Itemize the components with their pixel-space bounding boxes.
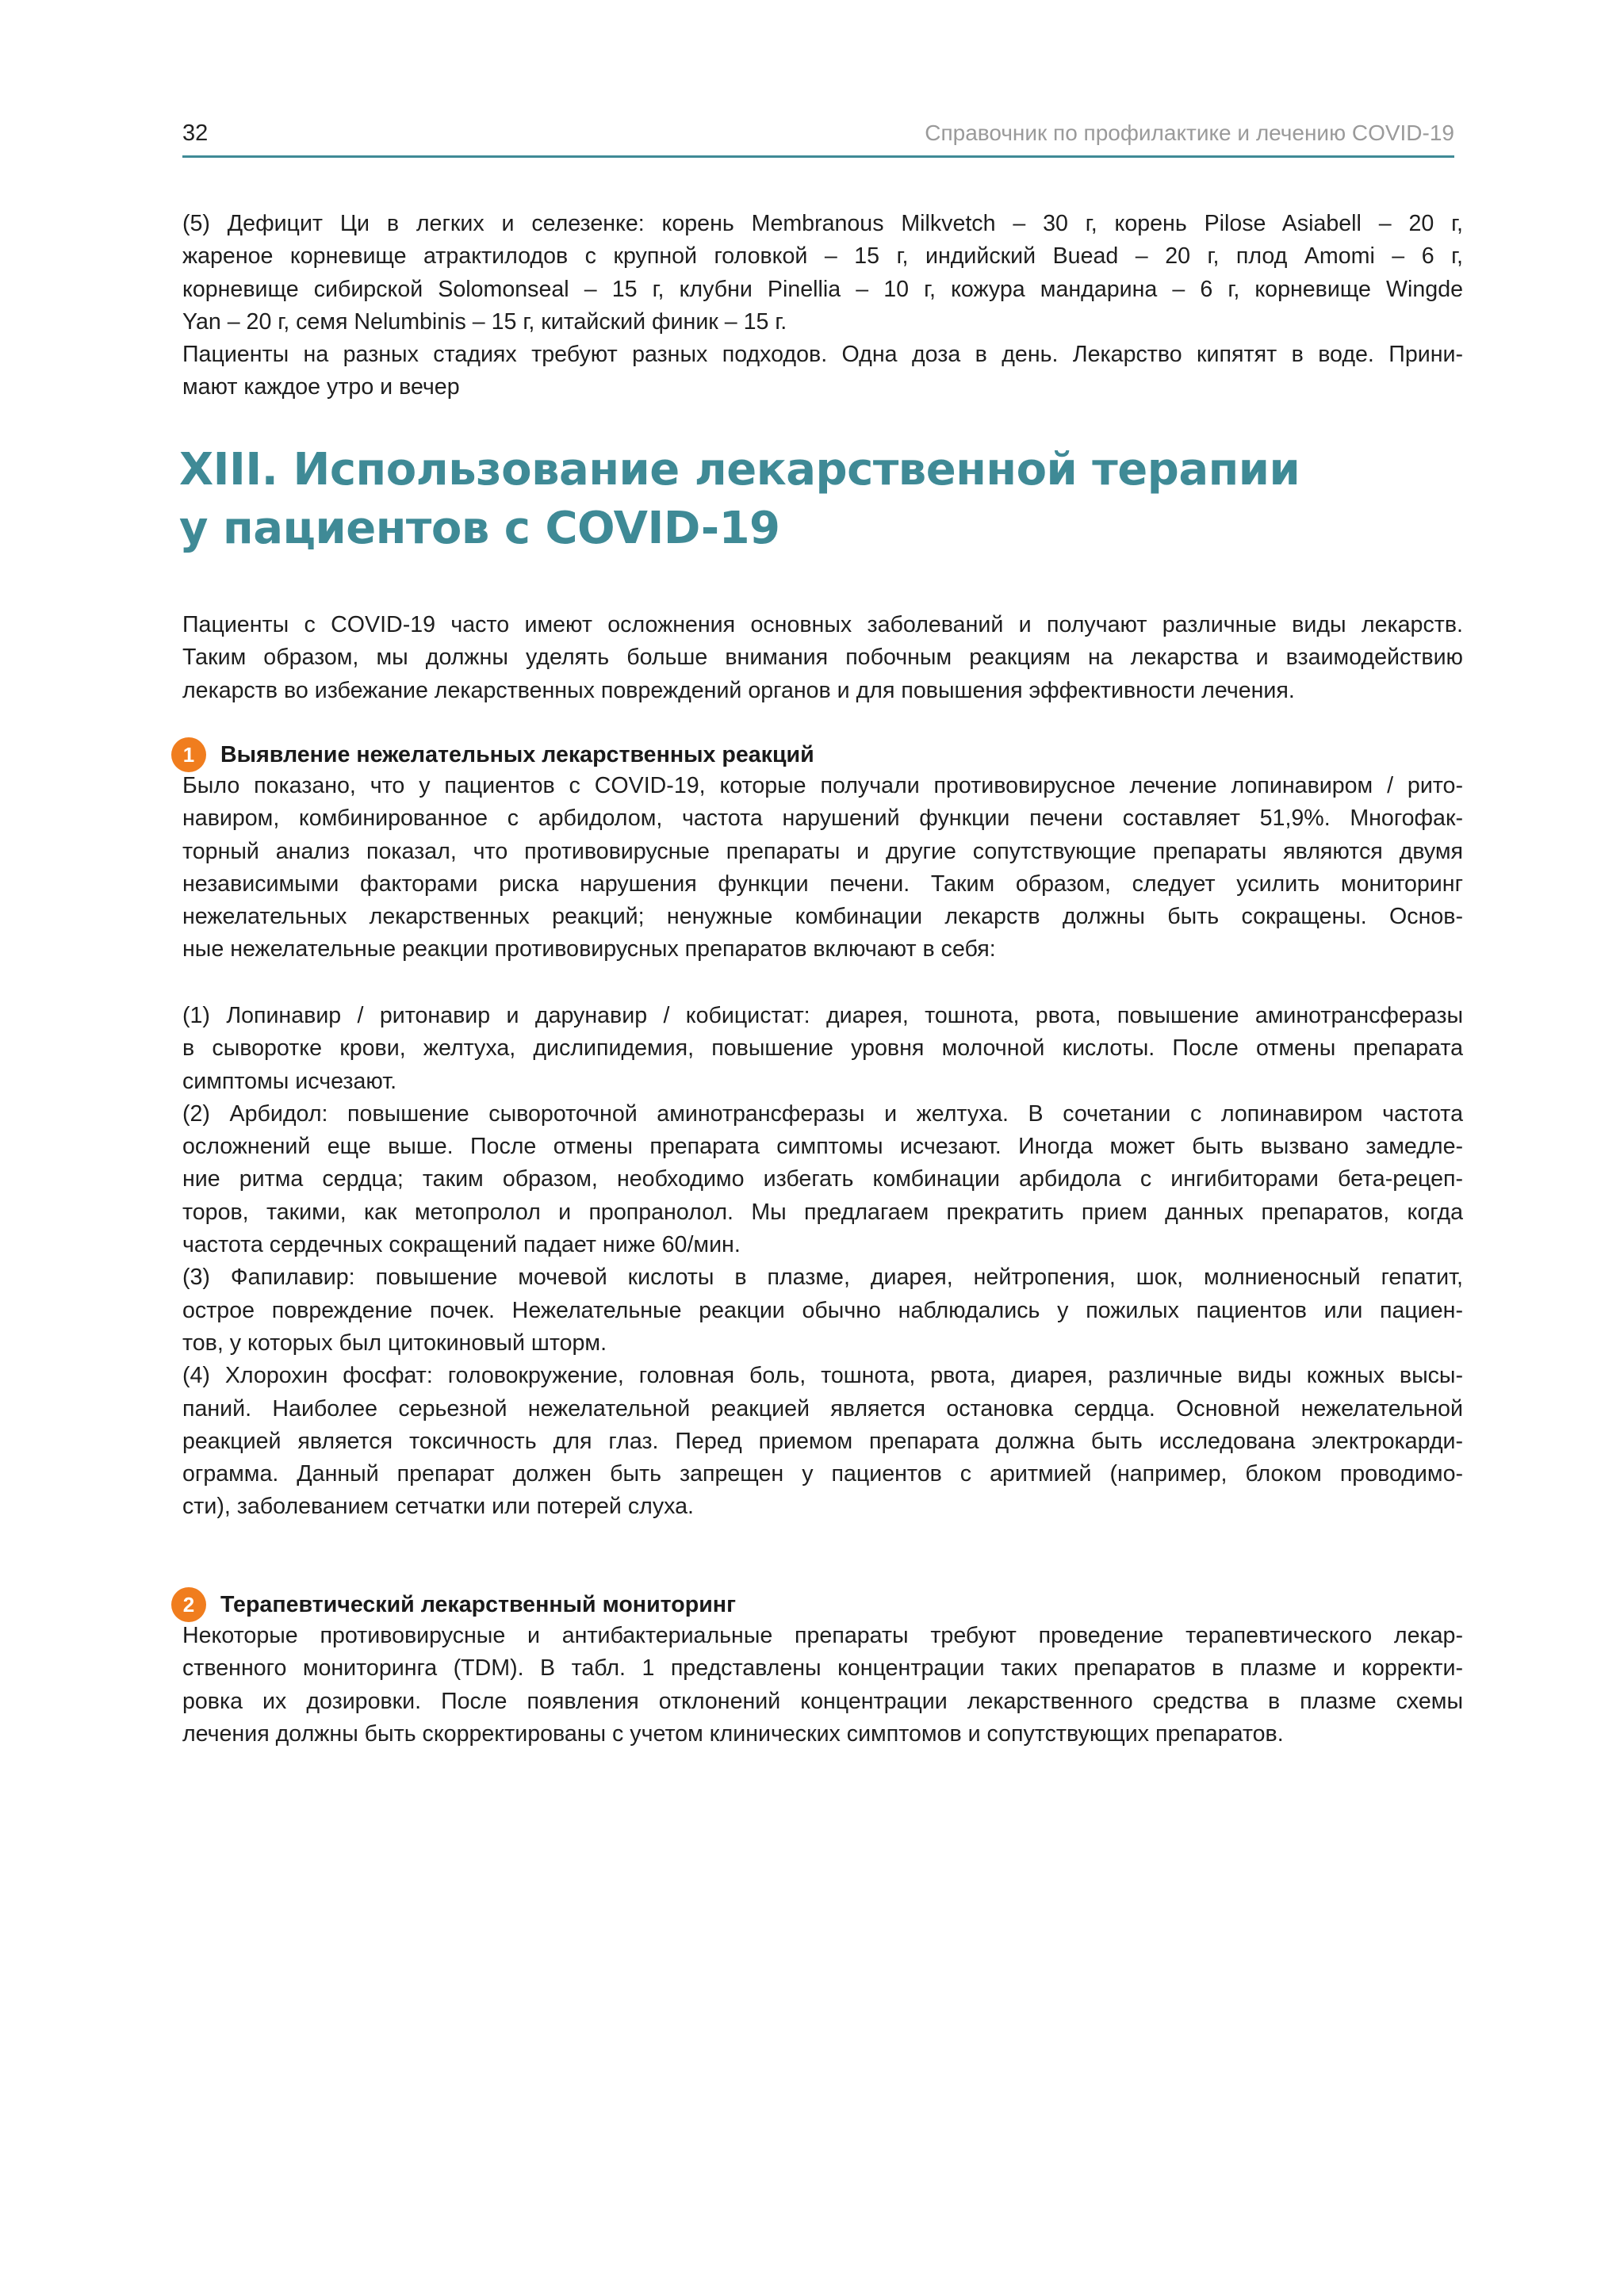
text-line: нежелательных лекарственных реакций; ненужные комбинации лекарств должны быть сокращены. Основ- [182, 904, 1463, 930]
list-line: частота сердечных сокращений падает ниже 60/мин. [182, 1232, 741, 1258]
text-line: мают каждое утро и вечер [182, 374, 460, 400]
text-line: корневище сибирской Solomonseal – 15 г, клубни Pinellia – 10 г, кожура мандарина – 6 г, корневище Wingde [182, 276, 1463, 302]
list-line: осложнений еще выше. После отмены препарата симптомы исчезают. Иногда может быть вызвано замедле- [182, 1134, 1463, 1160]
text-line: ственного мониторинга (TDM). В табл. 1 представлены концентрации таких препаратов в плазме и корректи- [182, 1655, 1463, 1682]
list-line: симптомы исчезают. [182, 1068, 397, 1094]
list-line: тов, у которых был цитокиновый шторм. [182, 1330, 607, 1356]
section-heading-label: Терапевтический лекарственный мониторинг [220, 1592, 736, 1617]
text-line: торный анализ показал, что противовирусные препараты и другие сопутствующие препараты являются двумя [182, 838, 1463, 864]
list-line: ние ритма сердца; таким образом, необходимо избегать комбинации арбидола с ингибиторами бета-рецеп- [182, 1166, 1463, 1192]
list-line: (3) Фапилавир: повышение мочевой кислоты в плазме, диарея, нейтропения, шок, молниеносный гепатит, [182, 1265, 1463, 1291]
section-number-badge: 2 [171, 1587, 206, 1622]
text-line: Некоторые противовирусные и антибактериальные препараты требуют проведение терапевтического лекар- [182, 1623, 1463, 1648]
intro-paragraph [182, 208, 1463, 404]
text-line: (5) Дефицит Ци в легких и селезенке: корень Membranous Milkvetch – 30 г, корень Pilose Asiabell – 20 г, [182, 211, 1463, 236]
list-line: паний. Наиболее серьезной нежелательной реакцией является остановка сердца. Основной нежелательной [182, 1395, 1463, 1422]
list-line: острое повреждение почек. Нежелательные реакции обычно наблюдались у пожилых пациентов или пациен- [182, 1297, 1463, 1323]
section-2-heading [171, 1587, 1361, 1624]
text-line: Было показано, что у пациентов с COVID-19, которые получали противовирусное лечение лопинавиром / рито- [182, 773, 1463, 798]
running-title: Справочник по профилактике и лечению COVID-19 [925, 121, 1454, 145]
list-line: реакцией является токсичность для глаз. Перед приемом препарата должна быть исследована электрокарди- [182, 1428, 1463, 1454]
chapter-title [179, 441, 1527, 558]
list-line: торов, такими, как метопролол и пропранолол. Мы предлагаем прекратить прием данных препаратов, когда [182, 1199, 1463, 1225]
text-line: навиром, комбинированное с арбидолом, частота нарушений функции печени составляет 51,9%. Многофак- [182, 806, 1463, 832]
text-line: ровка их дозировки. После появления отклонений концентрации лекарственного средства в плазме схемы [182, 1688, 1463, 1714]
chapter-intro [182, 609, 1463, 707]
text-line: независимыми факторами риска нарушения функции печени. Таким образом, следует усилить мониторинг [182, 871, 1463, 897]
text-line: Пациенты на разных стадиях требуют разных подходов. Одна доза в день. Лекарство кипятят в воде. Прини- [182, 342, 1463, 368]
text-line: Пациенты с COVID-19 часто имеют осложнения основных заболеваний и получают различные виды лекарств. [182, 612, 1463, 637]
section-heading-label: Выявление нежелательных лекарственных реакций [220, 742, 814, 767]
section-number-badge: 1 [171, 737, 206, 772]
section-2-paragraph [182, 1620, 1463, 1751]
adverse-reactions-list [182, 1000, 1463, 1524]
chapter-title-line: XIII. Использование лекарственной терапии [179, 444, 1300, 496]
chapter-title-line: у пациентов с COVID-19 [179, 503, 780, 554]
text-line: Таким образом, мы должны уделять больше внимания побочным реакциям на лекарства и взаимодействию [182, 645, 1463, 671]
section-1-heading [171, 737, 1361, 774]
list-line: (1) Лопинавир / ритонавир и дарунавир / кобицистат: диарея, тошнота, рвота, повышение аминотрансферазы [182, 1003, 1463, 1028]
list-line: ограмма. Данный препарат должен быть запрещен у пациентов с аритмией (например, блоком проводимо- [182, 1461, 1463, 1487]
list-line: в сыворотке крови, желтуха, дислипидемия, повышение уровня молочной кислоты. После отмены препарата [182, 1035, 1463, 1062]
text-line: жареное корневище атрактилодов с крупной головкой – 15 г, индийский Buead – 20 г, плод Amomi – 6 г, [182, 243, 1463, 270]
header-rule [182, 155, 1454, 158]
section-1-paragraph [182, 770, 1463, 966]
list-line: сти), заболеванием сетчатки или потерей слуха. [182, 1494, 694, 1520]
text-line: Yan – 20 г, семя Nelumbinis – 15 г, китайский финик – 15 г. [182, 308, 787, 335]
text-line: лекарств во избежание лекарственных повреждений органов и для повышения эффективности лечения. [182, 677, 1295, 703]
page-number: 32 [182, 121, 209, 146]
text-line: лечения должны быть скорректированы с учетом клинических симптомов и сопутствующих препаратов. [182, 1720, 1284, 1747]
list-line: (4) Хлорохин фосфат: головокружение, головная боль, тошнота, рвота, диарея, различные виды кожных высы- [182, 1363, 1463, 1389]
list-line: (2) Арбидол: повышение сывороточной аминотрансферазы и желтуха. В сочетании с лопинавиром частота [182, 1100, 1463, 1127]
page-header [182, 117, 1454, 159]
text-line: ные нежелательные реакции противовирусных препаратов включают в себя: [182, 936, 996, 962]
